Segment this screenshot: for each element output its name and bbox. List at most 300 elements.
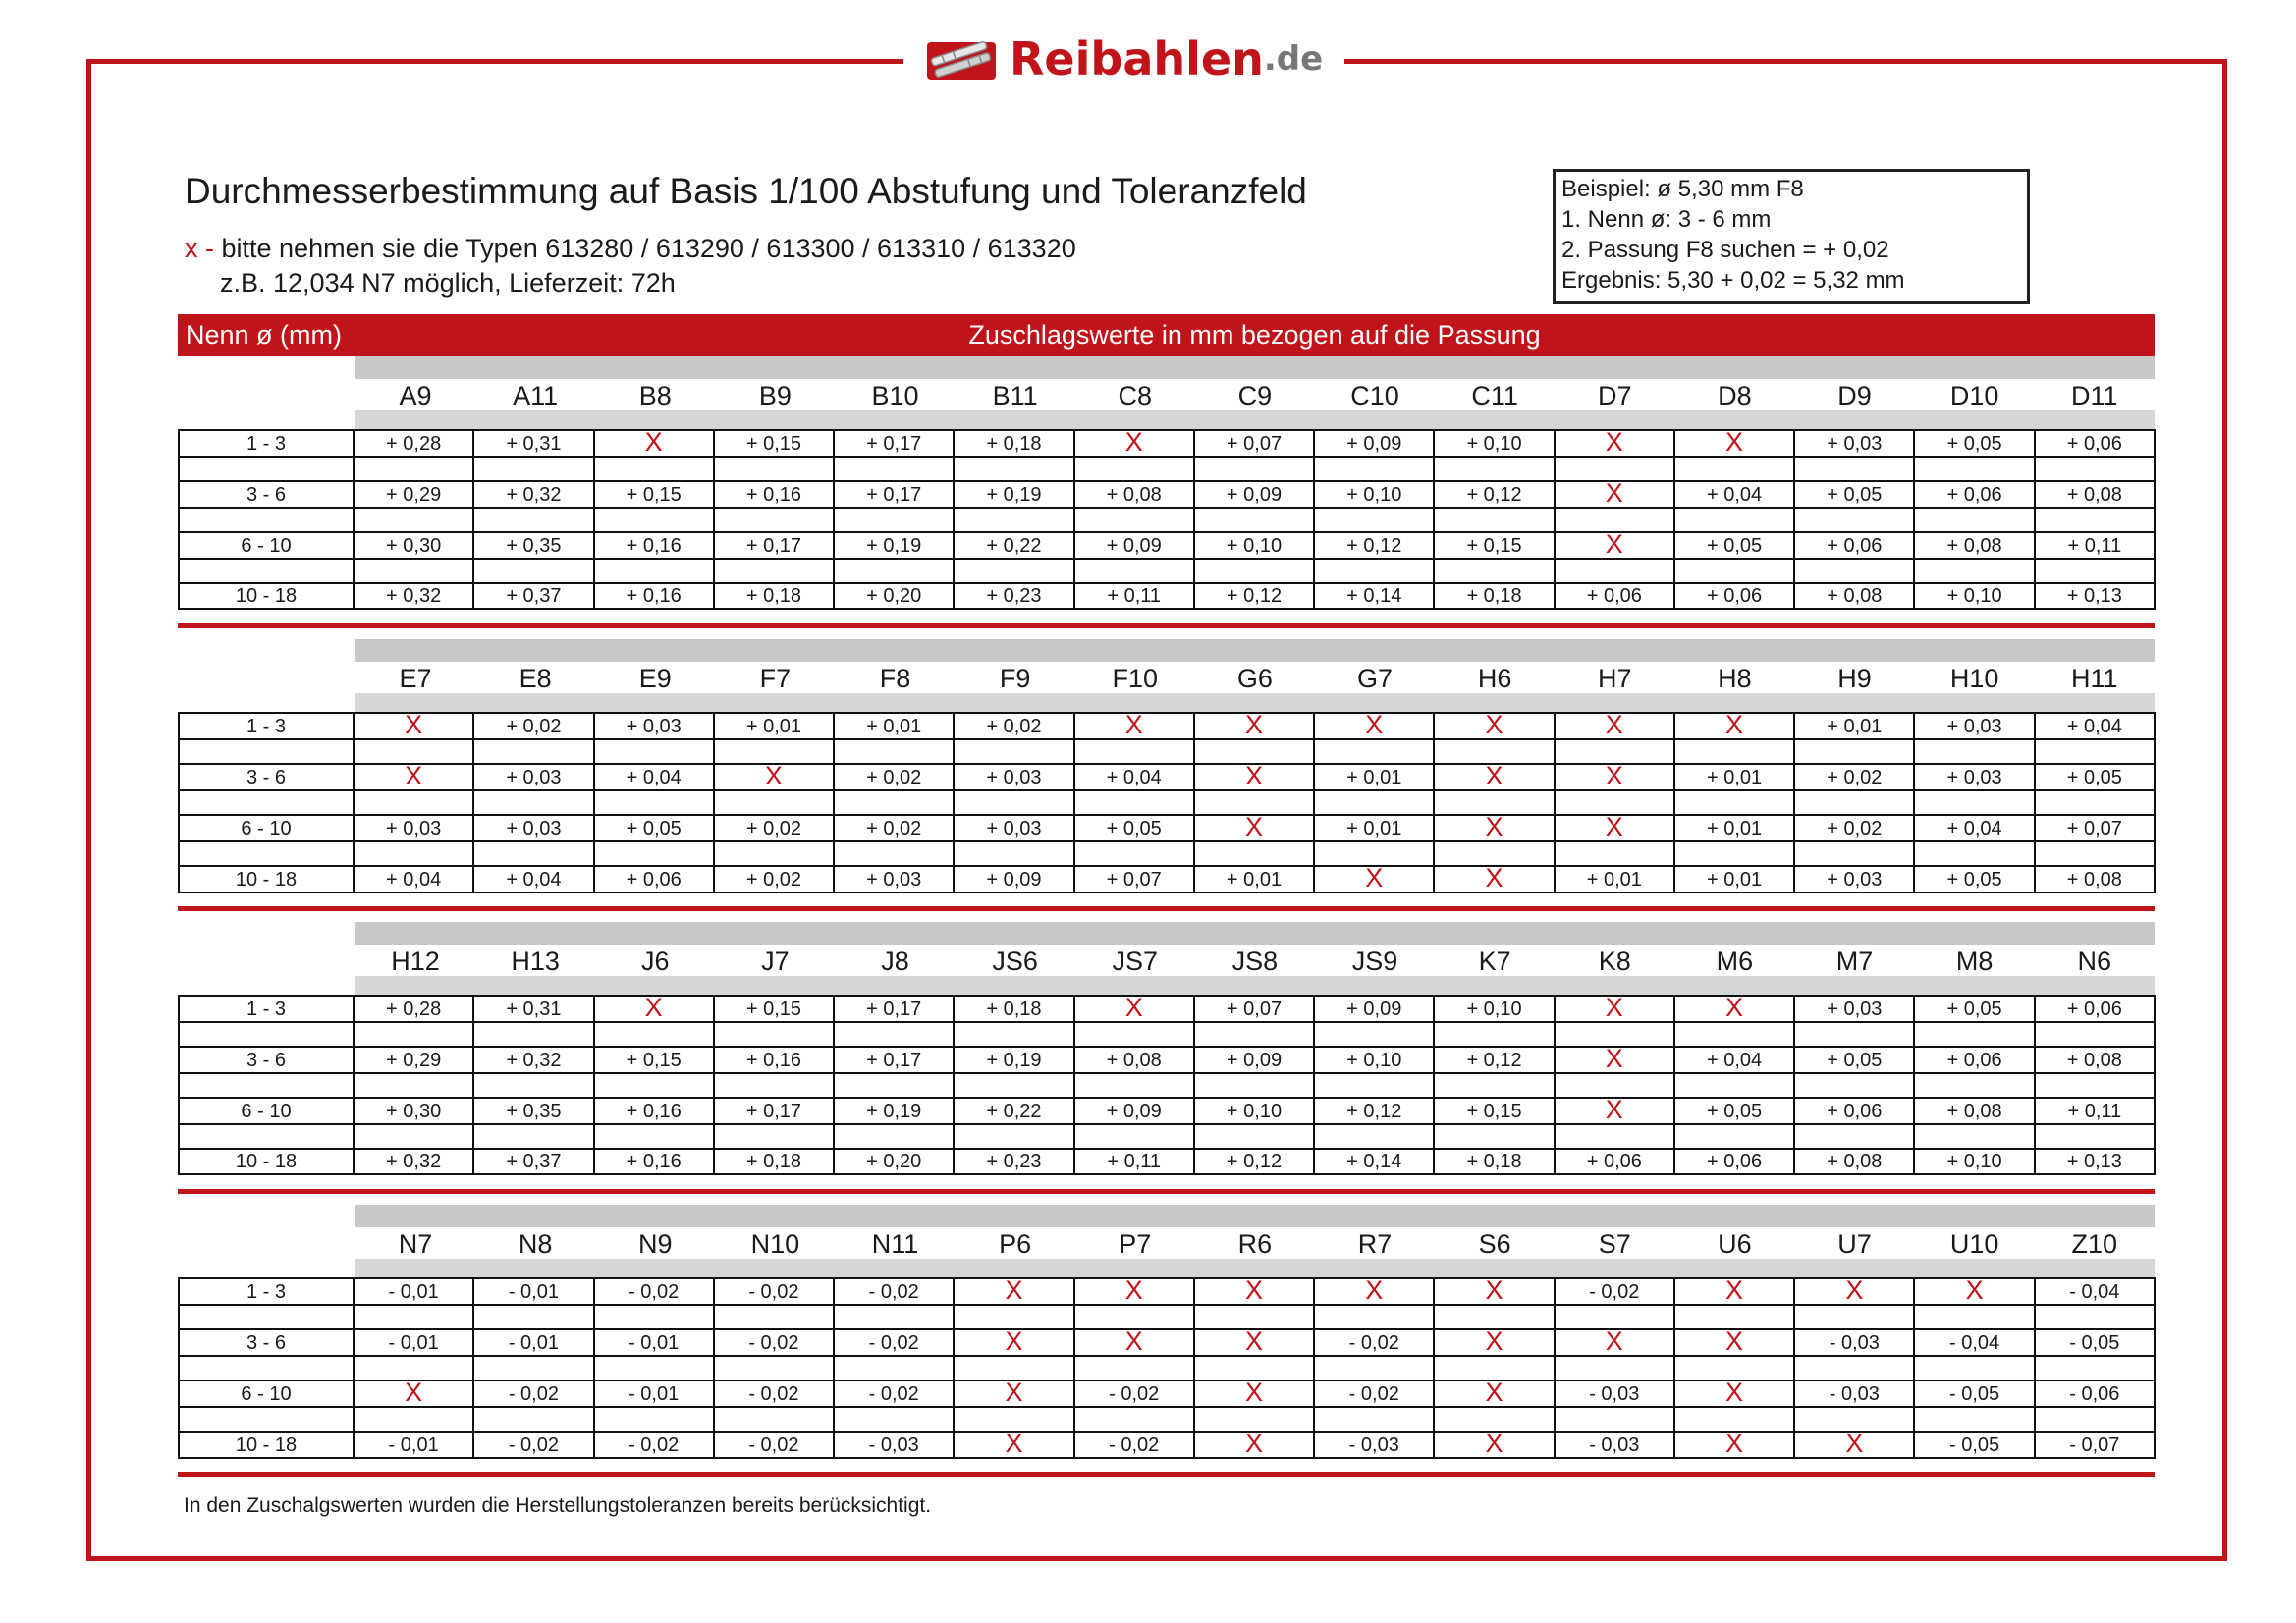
- value-cell: [1674, 710, 1794, 739]
- value-cell: + 0,06: [2035, 430, 2155, 457]
- tolerance-table: [178, 995, 2156, 1175]
- spacer-cell: [594, 457, 714, 481]
- value-cell: + 0,14: [1314, 583, 1434, 609]
- value-cell: + 0,35: [473, 1098, 593, 1124]
- not-available-x-mark: X: [405, 761, 423, 790]
- not-available-x-mark: X: [1005, 1326, 1023, 1356]
- value-cell: + 0,06: [1794, 1098, 1914, 1124]
- value-cell: + 0,10: [1314, 481, 1434, 508]
- table-row: [179, 1380, 2155, 1407]
- value-cell: + 0,18: [954, 430, 1073, 457]
- column-header: D8: [1718, 381, 1752, 410]
- value-cell: [1555, 993, 1674, 1022]
- value-cell: + 0,17: [714, 532, 834, 559]
- table-row: [179, 583, 2155, 609]
- value-cell: + 0,09: [1194, 1047, 1314, 1073]
- spacer-cell: [594, 739, 714, 764]
- table-row: [179, 815, 2155, 841]
- spacer-cell: [594, 1407, 714, 1432]
- spacer-cell: [594, 1124, 714, 1149]
- spacer-cell: [954, 1022, 1073, 1047]
- value-cell: + 0,16: [594, 1098, 714, 1124]
- value-cell: + 0,08: [2035, 866, 2155, 893]
- value-cell: + 0,13: [2035, 583, 2155, 609]
- value-cell: + 0,10: [1314, 1047, 1434, 1073]
- note-x-marker: x -: [185, 234, 214, 263]
- spacer-cell: [2035, 1356, 2155, 1380]
- spacer-cell: [1074, 457, 1194, 481]
- column-header: J6: [641, 947, 670, 976]
- column-header: H12: [391, 947, 440, 976]
- value-cell: + 0,10: [1914, 583, 2034, 609]
- spacer-cell: [1074, 739, 1194, 764]
- spacer-cell: [1674, 1124, 1794, 1149]
- value-cell: + 0,06: [594, 866, 714, 893]
- not-available-x-mark: X: [1725, 1378, 1744, 1407]
- spacer-cell: [1434, 457, 1554, 481]
- column-header: P7: [1119, 1229, 1152, 1259]
- spacer-cell: [473, 1073, 593, 1098]
- column-header: H10: [1949, 664, 1999, 693]
- value-cell: + 0,06: [1555, 583, 1674, 609]
- note-line-1: [185, 234, 1076, 264]
- value-cell: [1555, 812, 1674, 841]
- section-divider: [178, 1472, 2155, 1477]
- spacer-cell: [179, 1022, 354, 1047]
- value-cell: + 0,15: [714, 996, 834, 1022]
- column-header: H6: [1477, 664, 1512, 693]
- spacer-cell: [1194, 1022, 1314, 1047]
- value-cell: - 0,01: [354, 1278, 473, 1305]
- value-cell: - 0,03: [1555, 1432, 1674, 1458]
- spacer-cell: [1555, 1356, 1674, 1380]
- spacer-cell: [594, 559, 714, 583]
- value-cell: + 0,14: [1314, 1149, 1434, 1174]
- not-available-x-mark: X: [1244, 1275, 1263, 1305]
- spacer-cell: [714, 1022, 834, 1047]
- spacer-cell: [2035, 790, 2155, 815]
- column-header: J8: [881, 947, 909, 976]
- column-header: M7: [1835, 947, 1874, 976]
- column-header: H8: [1718, 664, 1752, 693]
- value-cell: + 0,05: [1914, 866, 2034, 893]
- value-cell: + 0,08: [2035, 481, 2155, 508]
- value-cell: + 0,08: [1794, 1149, 1914, 1174]
- value-cell: + 0,07: [2035, 815, 2155, 841]
- not-available-x-mark: X: [1244, 1378, 1263, 1407]
- value-cell: + 0,03: [954, 764, 1073, 790]
- table-row: [179, 1329, 2155, 1356]
- value-cell: - 0,02: [834, 1329, 954, 1356]
- spacer-cell: [834, 457, 954, 481]
- spacer-cell: [1074, 1124, 1194, 1149]
- spacer-cell: [1914, 559, 2034, 583]
- value-cell: [1194, 1429, 1314, 1458]
- spacer-cell: [354, 1407, 473, 1432]
- value-cell: [1555, 1095, 1674, 1124]
- spacer-cell: [179, 1305, 354, 1329]
- value-cell: [1674, 1326, 1794, 1356]
- value-cell: + 0,03: [473, 764, 593, 790]
- value-cell: + 0,09: [1074, 1098, 1194, 1124]
- spacer-cell: [834, 841, 954, 866]
- value-cell: + 0,04: [1674, 1047, 1794, 1073]
- spacer-row: [179, 1073, 2155, 1098]
- spacer-cell: [354, 508, 473, 532]
- value-cell: - 0,03: [1794, 1380, 1914, 1407]
- value-cell: + 0,12: [1194, 1149, 1314, 1174]
- spacer-cell: [1555, 559, 1674, 583]
- spacer-cell: [179, 841, 354, 866]
- not-available-x-mark: X: [1005, 1275, 1023, 1305]
- value-cell: + 0,02: [834, 764, 954, 790]
- spacer-cell: [954, 841, 1073, 866]
- value-cell: + 0,11: [2035, 1098, 2155, 1124]
- value-cell: [1434, 761, 1554, 790]
- spacer-cell: [714, 841, 834, 866]
- nenn-range-cell: 1 - 3: [179, 996, 354, 1022]
- value-cell: [1194, 1275, 1314, 1305]
- not-available-x-mark: X: [1485, 761, 1503, 790]
- column-header: U6: [1718, 1229, 1752, 1259]
- spacer-cell: [1314, 1356, 1434, 1380]
- value-cell: + 0,02: [1794, 764, 1914, 790]
- column-header: C9: [1237, 381, 1273, 410]
- value-cell: - 0,07: [2035, 1432, 2155, 1458]
- value-cell: + 0,30: [354, 1098, 473, 1124]
- table-header-bar: [178, 314, 2155, 356]
- value-cell: + 0,08: [1794, 583, 1914, 609]
- value-cell: + 0,18: [1434, 1149, 1554, 1174]
- spacer-cell: [1434, 559, 1554, 583]
- not-available-x-mark: X: [1725, 427, 1744, 457]
- tolerance-column-headers: [355, 659, 2155, 698]
- spacer-row: [179, 739, 2155, 764]
- value-cell: + 0,09: [1314, 996, 1434, 1022]
- spacer-cell: [473, 790, 593, 815]
- value-cell: + 0,08: [1074, 1047, 1194, 1073]
- value-cell: [1794, 1429, 1914, 1458]
- spacer-cell: [1674, 1073, 1794, 1098]
- value-cell: - 0,02: [1074, 1432, 1194, 1458]
- tolerance-table: [178, 712, 2156, 893]
- value-cell: + 0,01: [1314, 764, 1434, 790]
- value-cell: - 0,05: [1914, 1432, 2034, 1458]
- value-cell: - 0,02: [1314, 1329, 1434, 1356]
- nenn-label: Nenn ø (mm): [186, 320, 343, 350]
- value-cell: - 0,02: [594, 1432, 714, 1458]
- spacer-cell: [834, 790, 954, 815]
- value-cell: + 0,06: [1555, 1149, 1674, 1174]
- spacer-cell: [1794, 559, 1914, 583]
- column-header: H7: [1598, 664, 1632, 693]
- spacer-cell: [2035, 841, 2155, 866]
- value-cell: + 0,31: [473, 430, 593, 457]
- spacer-cell: [714, 1305, 834, 1329]
- spacer-cell: [2035, 508, 2155, 532]
- column-header: Z10: [2071, 1229, 2118, 1259]
- not-available-x-mark: X: [1845, 1275, 1864, 1305]
- value-cell: - 0,02: [834, 1278, 954, 1305]
- value-cell: + 0,06: [1674, 583, 1794, 609]
- spacer-cell: [1074, 790, 1194, 815]
- column-header: N7: [398, 1229, 433, 1259]
- value-cell: [1314, 710, 1434, 739]
- value-cell: [1314, 1275, 1434, 1305]
- value-cell: + 0,09: [1314, 430, 1434, 457]
- value-cell: + 0,02: [1794, 815, 1914, 841]
- value-cell: [1434, 1275, 1554, 1305]
- example-line: Ergebnis: 5,30 + 0,02 = 5,32 mm: [1561, 267, 1905, 294]
- spacer-cell: [1914, 457, 2034, 481]
- value-cell: [954, 1380, 1073, 1407]
- value-cell: + 0,32: [473, 1047, 593, 1073]
- spacer-cell: [1794, 841, 1914, 866]
- column-header: E7: [399, 664, 432, 693]
- logo-name: Reibahlen: [1010, 32, 1264, 85]
- note-text-1: bitte nehmen sie die Typen 613280 / 613290 / 613300 / 613310 / 613320: [214, 234, 1076, 263]
- spacer-row: [179, 1356, 2155, 1380]
- value-cell: - 0,01: [473, 1329, 593, 1356]
- value-cell: + 0,08: [1914, 532, 2034, 559]
- value-cell: + 0,17: [714, 1098, 834, 1124]
- spacer-cell: [1914, 1407, 2034, 1432]
- spacer-cell: [954, 790, 1073, 815]
- column-header: B8: [638, 381, 672, 410]
- spacer-cell: [179, 1124, 354, 1149]
- not-available-x-mark: X: [1725, 1275, 1744, 1305]
- spacer-cell: [1794, 1305, 1914, 1329]
- table-row: [179, 1149, 2155, 1174]
- spacer-row: [179, 790, 2155, 815]
- table-row: [179, 996, 2155, 1022]
- column-header: N9: [638, 1229, 673, 1259]
- spacer-cell: [714, 1124, 834, 1149]
- not-available-x-mark: X: [1244, 761, 1263, 790]
- value-cell: + 0,18: [714, 1149, 834, 1174]
- value-cell: + 0,16: [714, 481, 834, 508]
- spacer-cell: [179, 559, 354, 583]
- spacer-cell: [954, 559, 1073, 583]
- value-cell: + 0,17: [834, 430, 954, 457]
- not-available-x-mark: X: [405, 1378, 423, 1407]
- section-divider: [178, 1189, 2155, 1194]
- value-cell: + 0,16: [594, 1149, 714, 1174]
- spacer-cell: [594, 1305, 714, 1329]
- value-cell: + 0,32: [473, 481, 593, 508]
- tolerance-table: [178, 1277, 2156, 1459]
- column-header: JS7: [1112, 947, 1159, 976]
- value-cell: [1434, 710, 1554, 739]
- nenn-range-cell: 6 - 10: [179, 1098, 354, 1124]
- table-row: [179, 430, 2155, 457]
- spacer-row: [179, 1124, 2155, 1149]
- spacer-cell: [2035, 1124, 2155, 1149]
- not-available-x-mark: X: [1124, 1275, 1143, 1305]
- spacer-cell: [594, 790, 714, 815]
- value-cell: - 0,02: [473, 1432, 593, 1458]
- value-cell: [1555, 710, 1674, 739]
- spacer-cell: [1314, 1022, 1434, 1047]
- spacer-cell: [1914, 841, 2034, 866]
- spacer-cell: [834, 1407, 954, 1432]
- not-available-x-mark: X: [1605, 710, 1623, 739]
- section-divider: [178, 623, 2155, 628]
- spacer-cell: [1794, 457, 1914, 481]
- not-available-x-mark: X: [1485, 863, 1503, 893]
- spacer-cell: [1194, 559, 1314, 583]
- value-cell: - 0,03: [1794, 1329, 1914, 1356]
- not-available-x-mark: X: [1725, 710, 1744, 739]
- not-available-x-mark: X: [1485, 1326, 1503, 1356]
- example-box: [1553, 169, 2030, 304]
- not-available-x-mark: X: [644, 993, 663, 1022]
- value-cell: [1434, 1429, 1554, 1458]
- value-cell: + 0,11: [1074, 1149, 1194, 1174]
- not-available-x-mark: X: [1965, 1275, 1984, 1305]
- header-grey-band-lower: [355, 410, 2155, 430]
- column-header: H13: [511, 947, 560, 976]
- value-cell: + 0,15: [594, 1047, 714, 1073]
- value-cell: - 0,01: [473, 1278, 593, 1305]
- spacer-cell: [714, 559, 834, 583]
- value-cell: + 0,17: [834, 1047, 954, 1073]
- column-header: G6: [1236, 664, 1273, 693]
- nenn-range-cell: 1 - 3: [179, 713, 354, 739]
- nenn-range-cell: 6 - 10: [179, 815, 354, 841]
- column-header: S7: [1598, 1229, 1631, 1259]
- spacer-cell: [473, 559, 593, 583]
- value-cell: + 0,05: [1794, 1047, 1914, 1073]
- spacer-cell: [1674, 508, 1794, 532]
- spacer-cell: [1555, 841, 1674, 866]
- not-available-x-mark: X: [1845, 1429, 1864, 1458]
- example-line: 1. Nenn ø: 3 - 6 mm: [1561, 206, 1772, 233]
- value-cell: + 0,01: [1674, 764, 1794, 790]
- spacer-cell: [1314, 457, 1434, 481]
- value-cell: + 0,37: [473, 1149, 593, 1174]
- spacer-cell: [834, 1356, 954, 1380]
- spacer-cell: [179, 1073, 354, 1098]
- value-cell: - 0,05: [2035, 1329, 2155, 1356]
- spacer-cell: [1794, 1022, 1914, 1047]
- spacer-cell: [354, 559, 473, 583]
- spacer-cell: [1555, 1407, 1674, 1432]
- value-cell: - 0,02: [1314, 1380, 1434, 1407]
- value-cell: + 0,31: [473, 996, 593, 1022]
- not-available-x-mark: X: [1124, 427, 1143, 457]
- column-header: K7: [1478, 947, 1511, 976]
- spacer-cell: [354, 1022, 473, 1047]
- value-cell: [1074, 710, 1194, 739]
- value-cell: + 0,13: [2035, 1149, 2155, 1174]
- table-row: [179, 532, 2155, 559]
- spacer-row: [179, 457, 2155, 481]
- column-header: H9: [1837, 664, 1872, 693]
- column-header: C11: [1471, 381, 1518, 410]
- value-cell: - 0,01: [354, 1432, 473, 1458]
- column-header: D9: [1837, 381, 1872, 410]
- value-cell: + 0,01: [1555, 866, 1674, 893]
- not-available-x-mark: X: [1485, 1275, 1503, 1305]
- value-cell: + 0,05: [1674, 1098, 1794, 1124]
- spacer-cell: [354, 1305, 473, 1329]
- not-available-x-mark: X: [1725, 993, 1744, 1022]
- spacer-row: [179, 841, 2155, 866]
- spacer-cell: [1074, 841, 1194, 866]
- spacer-cell: [2035, 739, 2155, 764]
- value-cell: + 0,35: [473, 532, 593, 559]
- tolerance-table: [178, 429, 2156, 610]
- column-header: F7: [759, 664, 792, 693]
- value-cell: - 0,02: [714, 1380, 834, 1407]
- value-cell: + 0,08: [1074, 481, 1194, 508]
- value-cell: + 0,09: [954, 866, 1073, 893]
- not-available-x-mark: X: [1485, 710, 1503, 739]
- spacer-cell: [473, 1356, 593, 1380]
- spacer-cell: [954, 739, 1073, 764]
- value-cell: + 0,10: [1914, 1149, 2034, 1174]
- spacer-cell: [1074, 508, 1194, 532]
- value-cell: + 0,04: [1074, 764, 1194, 790]
- value-cell: + 0,07: [1194, 430, 1314, 457]
- column-header: N6: [2077, 947, 2112, 976]
- not-available-x-mark: X: [1124, 1326, 1143, 1356]
- value-cell: + 0,03: [1914, 764, 2034, 790]
- value-cell: + 0,04: [1914, 815, 2034, 841]
- spacer-cell: [714, 1356, 834, 1380]
- spacer-cell: [473, 739, 593, 764]
- spacer-cell: [2035, 559, 2155, 583]
- spacer-cell: [1314, 739, 1434, 764]
- tolerance-column-headers: [355, 942, 2155, 981]
- value-cell: + 0,10: [1194, 1098, 1314, 1124]
- column-header: B10: [871, 381, 919, 410]
- value-cell: [1555, 761, 1674, 790]
- value-cell: [1555, 1044, 1674, 1073]
- nenn-range-cell: 3 - 6: [179, 1047, 354, 1073]
- zuschlag-label: Zuschlagswerte in mm bezogen auf die Passung: [968, 320, 1541, 350]
- spacer-cell: [1674, 1022, 1794, 1047]
- value-cell: [1194, 1326, 1314, 1356]
- value-cell: + 0,03: [954, 815, 1073, 841]
- spacer-cell: [473, 457, 593, 481]
- tolerance-column-headers: [355, 1224, 2155, 1264]
- nenn-range-cell: 6 - 10: [179, 1380, 354, 1407]
- column-header: M8: [1955, 947, 1994, 976]
- spacer-cell: [1314, 790, 1434, 815]
- spacer-cell: [179, 508, 354, 532]
- nenn-range-cell: 10 - 18: [179, 866, 354, 893]
- value-cell: + 0,28: [354, 430, 473, 457]
- column-header: A9: [399, 381, 432, 410]
- value-cell: + 0,29: [354, 1047, 473, 1073]
- value-cell: [954, 1275, 1073, 1305]
- not-available-x-mark: X: [1124, 710, 1143, 739]
- spacer-cell: [954, 508, 1073, 532]
- spacer-cell: [1794, 1356, 1914, 1380]
- value-cell: [1074, 427, 1194, 457]
- value-cell: + 0,30: [354, 532, 473, 559]
- value-cell: + 0,01: [1794, 713, 1914, 739]
- value-cell: + 0,22: [954, 532, 1073, 559]
- value-cell: + 0,10: [1194, 532, 1314, 559]
- not-available-x-mark: X: [1605, 478, 1623, 508]
- not-available-x-mark: X: [1605, 993, 1623, 1022]
- value-cell: + 0,01: [1674, 866, 1794, 893]
- spacer-cell: [594, 841, 714, 866]
- not-available-x-mark: X: [1244, 710, 1263, 739]
